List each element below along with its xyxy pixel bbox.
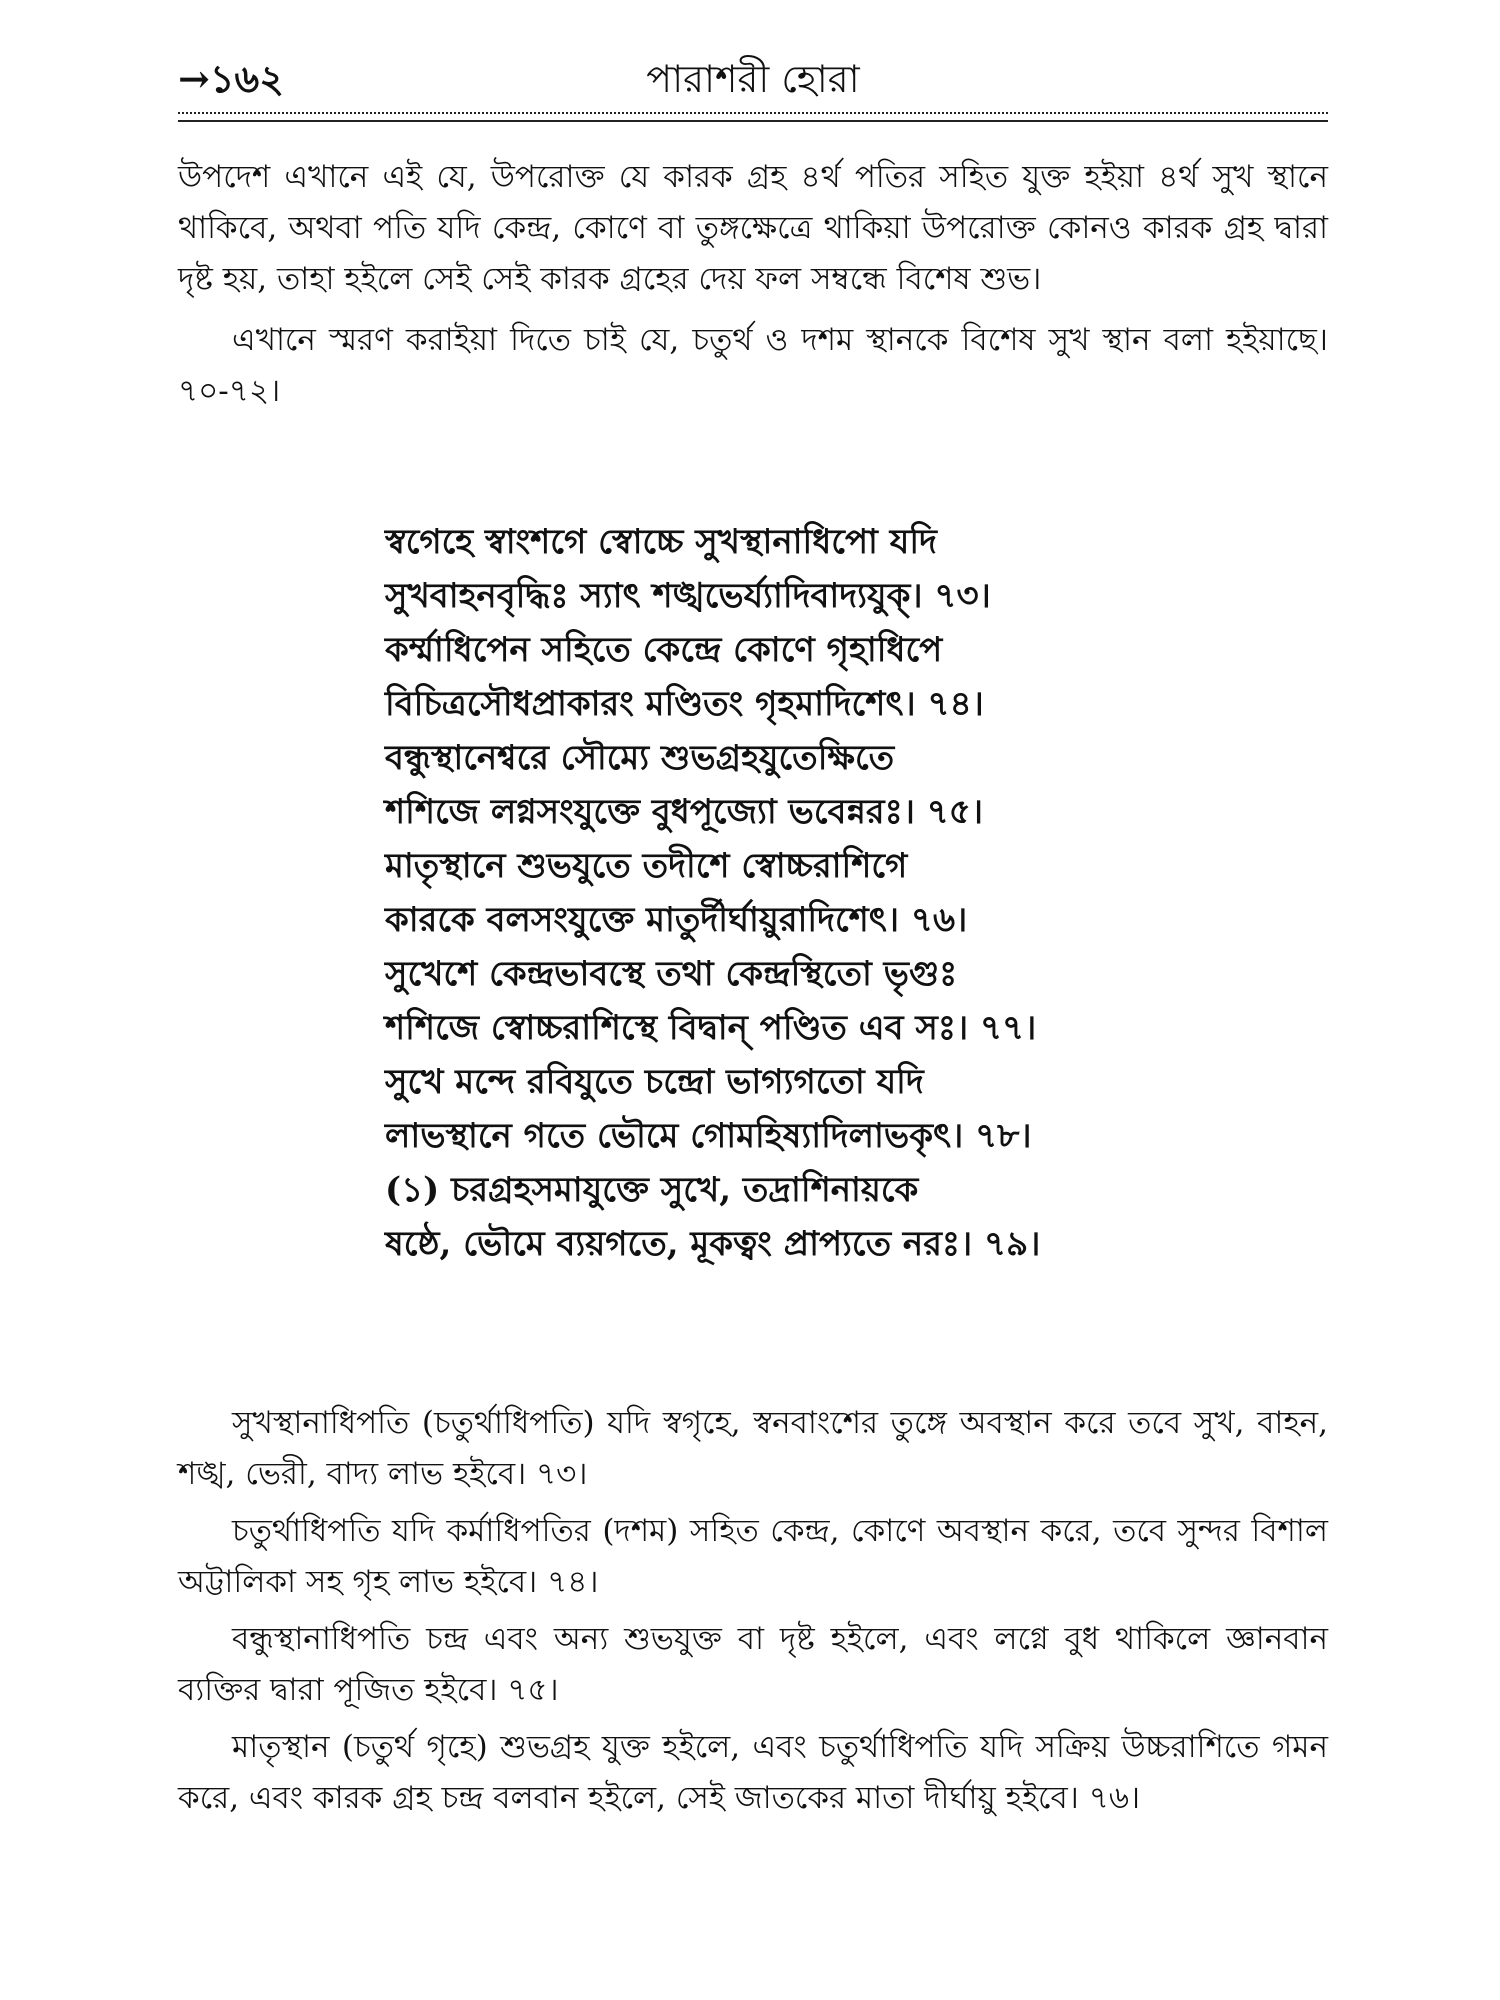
verse-line: বন্ধুস্থানেশ্বরে সৌম্যে শুভগ্রহযুতেক্ষিতে <box>385 738 895 778</box>
verse-line: ষষ্ঠে, ভৌমে ব্যয়গতে, মূকত্বং প্রাপ্যতে নরঃ। ৭৯। <box>385 1224 1041 1264</box>
verse-line: শশিজে স্বোচ্চরাশিস্থে বিদ্বান্ পণ্ডিত এব সঃ। ৭৭। <box>385 1008 1037 1048</box>
translation-paragraph: সুখস্থানাধিপতি (চতুর্থাধিপতি) যদি স্বগৃহে, স্বনবাংশের তুঙ্গে অবস্থান করে তবে সুখ, বাহন, শঙ্খ, ভেরী, বাদ্য লাভ হইবে। ৭৩। <box>178 1405 1328 1492</box>
translation-paragraph: বন্ধুস্থানাধিপতি চন্দ্র এবং অন্য শুভযুক্ত বা দৃষ্ট হইলে, এবং লগ্নে বুধ থাকিলে জ্ঞানবান ব্যক্তির দ্বারা পূজিত হইবে। ৭৫। <box>178 1621 1328 1708</box>
verse-line: কারকে বলসংযুক্তে মাতুর্দীর্ঘায়ুরাদিশেৎ। ৭৬। <box>385 900 968 940</box>
page-number: →১৬২ <box>178 56 284 101</box>
verse-line: কর্ম্মাধিপেন সহিতে কেন্দ্রে কোণে গৃহাধিপে <box>385 630 943 670</box>
translation-paragraph: মাতৃস্থান (চতুর্থ গৃহে) শুভগ্রহ যুক্ত হইলে, এবং চতুর্থাধিপতি যদি সক্রিয় উচ্চরাশিতে গমন করে, এবং কারক গ্রহ চন্দ্র বলবান হইলে, সেই জাতকের মাতা দীর্ঘায়ু হইবে। ৭৬। <box>178 1729 1328 1816</box>
intro-section <box>178 152 1328 427</box>
verse-line: সুখে মন্দে রবিযুতে চন্দ্রো ভাগ্যগতো যদি <box>385 1062 924 1102</box>
verse-line: শশিজে লগ্নসংযুক্তে বুধপূজ্যো ভবেন্নরঃ। ৭৫। <box>385 792 984 832</box>
translation-paragraph: চতুর্থাধিপতি যদি কর্মাধিপতির (দশম) সহিত কেন্দ্র, কোণে অবস্থান করে, তবে সুন্দর বিশাল অট্টালিকা সহ গৃহ লাভ হইবে। ৭৪। <box>178 1513 1328 1600</box>
verse-line: সুখবাহনবৃদ্ধিঃ স্যাৎ শঙ্খভের্য্যাদিবাদ্যযুক্। ৭৩। <box>385 576 991 616</box>
intro-paragraph: এখানে স্মরণ করাইয়া দিতে চাই যে, চতুর্থ ও দশম স্থানকে বিশেষ সুখ স্থান বলা হইয়াছে। ৭০-৭২। <box>178 322 1328 409</box>
translation-section <box>178 1398 1328 1830</box>
verse-line: সুখেশে কেন্দ্রভাবস্থে তথা কেন্দ্রস্থিতো ভৃগুঃ <box>385 954 958 994</box>
sanskrit-verses <box>385 515 1285 1271</box>
verse-line: বিচিত্রসৌধপ্রাকারং মণ্ডিতং গৃহমাদিশেৎ। ৭৪। <box>385 684 984 724</box>
verse-line: লাভস্থানে গতে ভৌমে গোমহিষ্যাদিলাভকৃৎ। ৭৮। <box>385 1116 1032 1156</box>
verse-line: স্বগেহে স্বাংশগে স্বোচ্চে সুখস্থানাধিপো যদি <box>385 522 937 562</box>
header-rule <box>178 112 1328 122</box>
page-header <box>178 54 1328 114</box>
verse-line: (১) চরগ্রহসমাযুক্তে সুখে, তদ্রাশিনায়কে <box>385 1170 919 1210</box>
running-title: পারাশরী হোরা <box>646 57 860 101</box>
verse-line: মাতৃস্থানে শুভযুতে তদীশে স্বোচ্চরাশিগে <box>385 846 908 886</box>
intro-paragraph: উপদেশ এখানে এই যে, উপরোক্ত যে কারক গ্রহ ৪র্থ পতির সহিত যুক্ত হইয়া ৪র্থ সুখ স্থানে থাকিবে, অথবা পতি যদি কেন্দ্র, কোণে বা তুঙ্গক্ষেত্রে থাকিয়া উপরোক্ত কোনও কারক গ্রহ দ্বারা দৃষ্ট হয়, তাহা হইলে সেই সেই কারক গ্রহের দেয় ফল সম্বন্ধে বিশেষ শুভ। <box>178 159 1328 297</box>
